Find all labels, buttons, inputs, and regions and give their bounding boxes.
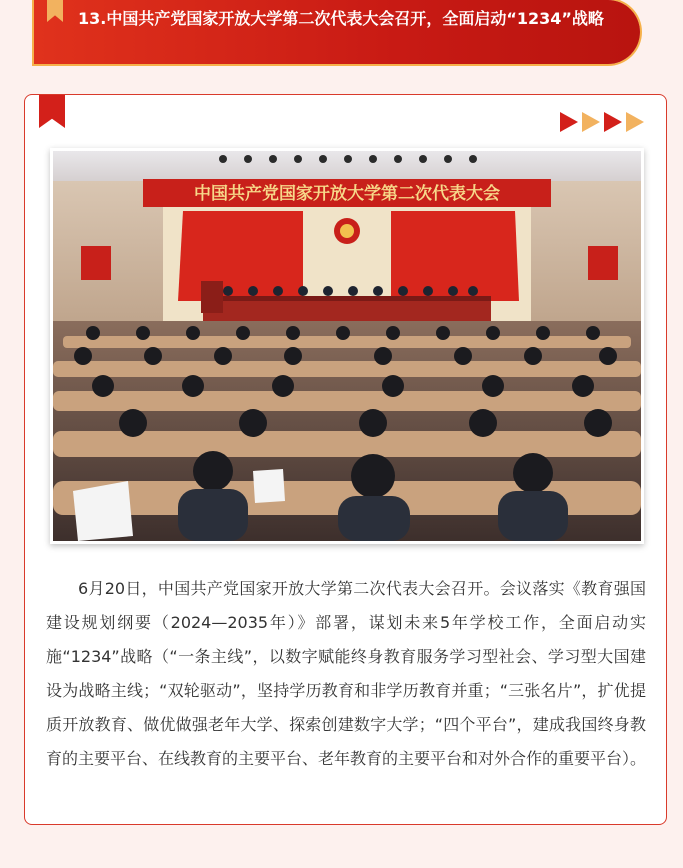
decorative-arrows-icon xyxy=(560,112,650,132)
conference-photo xyxy=(53,151,641,541)
section-title: 13.中国共产党国家开放大学第二次代表大会召开，全面启动“1234”战略 xyxy=(78,9,604,28)
photo-frame xyxy=(50,148,644,544)
conference-hall-image xyxy=(53,151,641,541)
hall-banner-text: 中国共产党国家开放大学第二次代表大会 xyxy=(194,184,500,204)
article-paragraph: 6月20日，中国共产党国家开放大学第二次代表大会召开。会议落实《教育强国建设规划纲要（2024—2035年）》部署，谋划未来5年学校工作，全面启动实施“1234”战略（“一条主线”，以数字赋能终身教育服务学习型社会、学习型大国建设为战略主线；“双轮驱动”，坚持学历教育和非学历教育并重；“三张名片”，扩优提质开放教育、做优做强老年大学、探索创建数字大学；“四个平台”，建成我国终身教育的主要平台、在线教育的主要平台、老年教育的主要平台和对外合作的重要平台）。 xyxy=(46,579,647,768)
